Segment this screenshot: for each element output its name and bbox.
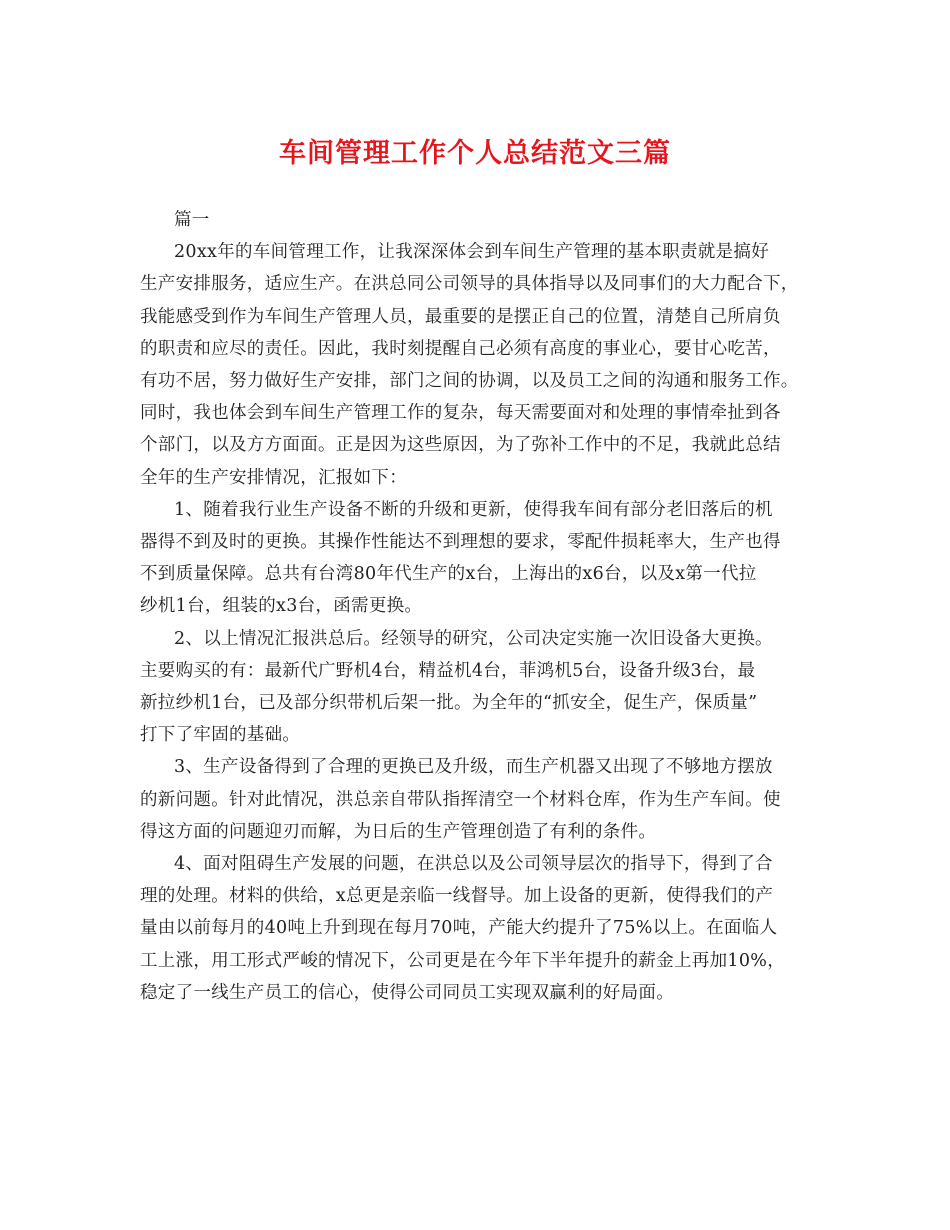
body-line: 同时，我也体会到车间生产管理工作的复杂，每天需要面对和处理的事情牵扯到各 — [140, 403, 781, 424]
body-line: 理的处理。材料的供给，x总更是亲临一线督导。加上设备的更新，使得我们的产 — [140, 886, 774, 907]
body-line: 3、生产设备得到了合理的更换已及升级，而生产机器又出现了不够地方摆放 — [174, 757, 773, 778]
body-line: 生产安排服务，适应生产。在洪总同公司领导的具体指导以及同事们的大力配合下， — [140, 274, 799, 295]
body-line: 稳定了一线生产员工的信心，使得公司同员工实现双赢利的好局面。 — [140, 982, 674, 1003]
body-line: 量由以前每月的40吨上升到现在每月70吨，产能大约提升了75%以上。在面临人 — [140, 918, 778, 939]
document-title: 车间管理工作个人总结范文三篇 — [279, 138, 671, 169]
body-line: 2、以上情况汇报洪总后。经领导的研究，公司决定实施一次旧设备大更换。 — [174, 628, 773, 649]
body-line: 4、面对阻碍生产发展的问题，在洪总以及公司领导层次的指导下，得到了合 — [174, 854, 773, 875]
body-line: 主要购买的有：最新代广野机4台，精益机4台，菲鸿机5台，设备升级3台，最 — [140, 660, 756, 681]
body-line: 我能感受到作为车间生产管理人员，最重要的是摆正自己的位置，清楚自己所肩负 — [140, 306, 781, 327]
body-line: 新拉纱机1台，已及部分织带机后架一批。为全年的“抓安全，促生产，保质量” — [140, 693, 758, 714]
body-line: 打下了牢固的基础。 — [140, 725, 301, 746]
body-line: 篇一 — [174, 210, 210, 230]
body-line: 纱机1台，组装的x3台，函需更换。 — [140, 596, 423, 617]
body-line: 工上涨，用工形式严峻的情况下，公司更是在今年下半年提升的薪金上再加10%， — [140, 950, 785, 971]
body-line: 有功不居，努力做好生产安排，部门之间的协调，以及员工之间的沟通和服务工作。 — [140, 371, 799, 392]
body-line: 得这方面的问题迎刃而解，为日后的生产管理创造了有利的条件。 — [140, 821, 657, 842]
body-line: 器得不到及时的更换。其操作性能达不到理想的要求，零配件损耗率大，生产也得 — [140, 532, 781, 553]
body-line: 的职责和应尽的责任。因此，我时刻提醒自己必须有高度的事业心，要甘心吃苦， — [140, 338, 781, 359]
body-line: 1、随着我行业生产设备不断的升级和更新，使得我车间有部分老旧落后的机 — [174, 499, 773, 520]
body-line: 20xx年的车间管理工作，让我深深体会到车间生产管理的基本职责就是搞好 — [174, 242, 770, 263]
body-line: 全年的生产安排情况，汇报如下： — [140, 467, 407, 488]
body-line: 个部门，以及方方面面。正是因为这些原因，为了弥补工作中的不足，我就此总结 — [140, 435, 781, 456]
body-line: 的新问题。针对此情况，洪总亲自带队指挥清空一个材料仓库，作为生产车间。使 — [140, 789, 781, 810]
document-body — [140, 204, 812, 1009]
body-line: 不到质量保障。总共有台湾80年代生产的x台，上海出的x6台，以及x第一代拉 — [140, 564, 757, 585]
